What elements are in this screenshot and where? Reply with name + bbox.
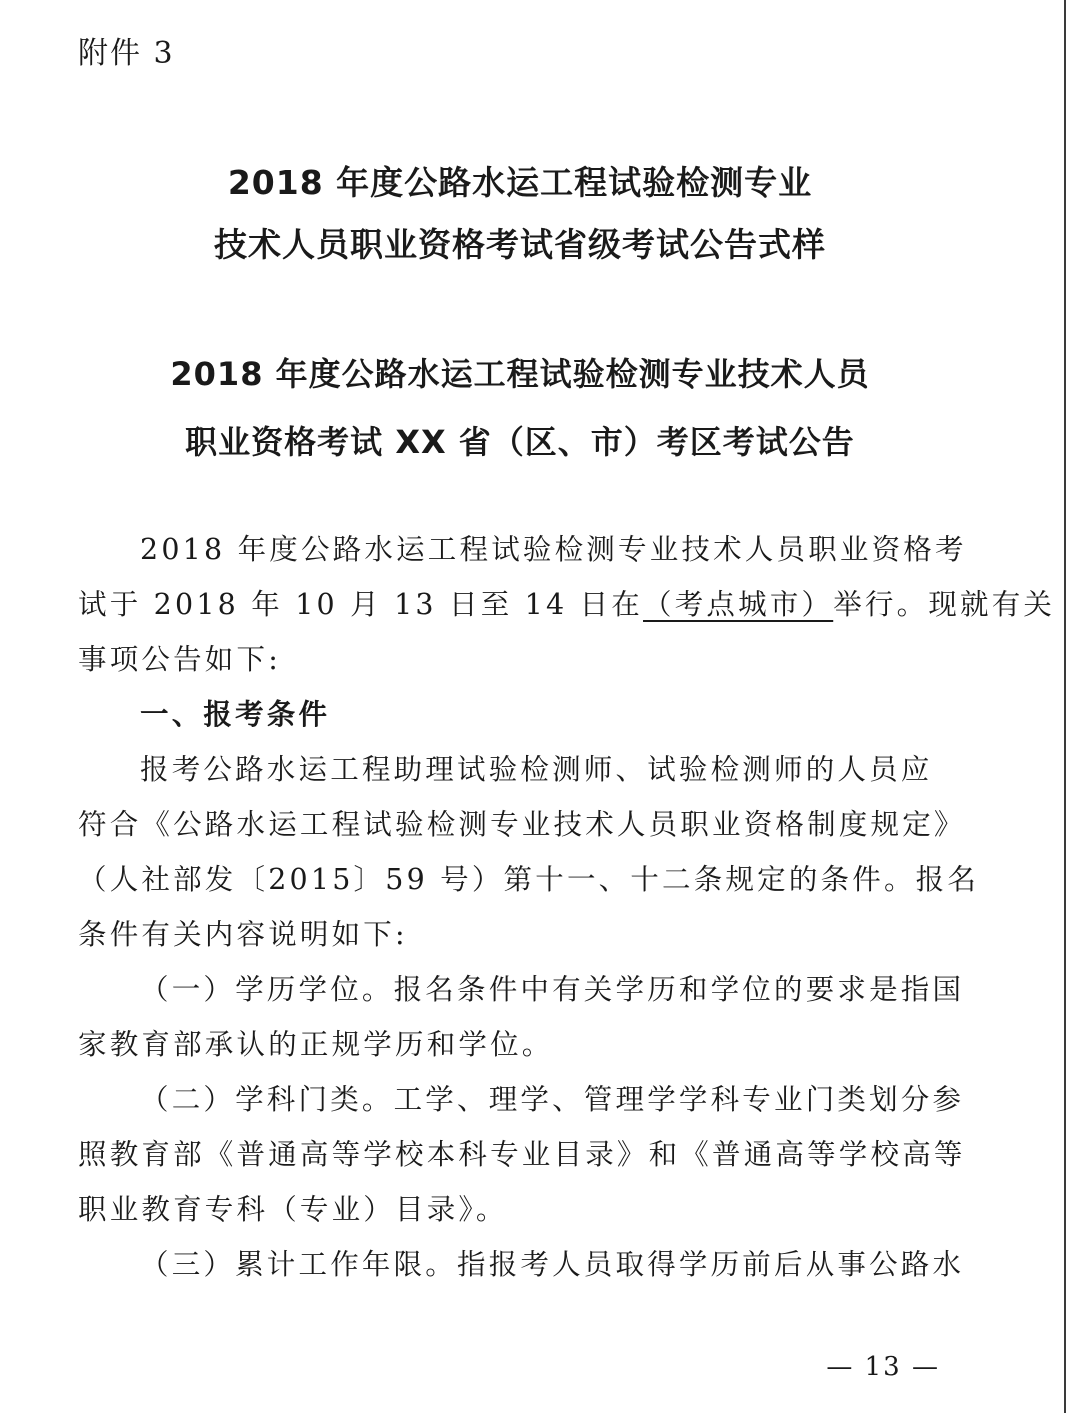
item-work-years-line: （三）累计工作年限。指报考人员取得学历前后从事公路水 [140, 1248, 965, 1281]
item-education-line: 家教育部承认的正规学历和学位。 [78, 1028, 554, 1061]
paragraph-line: 报考公路水运工程助理试验检测师、试验检测师的人员应 [140, 753, 933, 786]
item-discipline-line: （二）学科门类。工学、理学、管理学学科专业门类划分参 [140, 1083, 965, 1116]
page-edge-line [1064, 0, 1066, 1413]
item-education-line: （一）学历学位。报名条件中有关学历和学位的要求是指国 [140, 973, 965, 1006]
notice-title-line-2: 职业资格考试 XX 省（区、市）考区考试公告 [185, 423, 855, 461]
main-title-line-2: 技术人员职业资格考试省级考试公告式样 [214, 225, 826, 264]
intro-line-3: 事项公告如下: [78, 643, 282, 676]
item-discipline-line: 职业教育专科（专业）目录》。 [78, 1193, 508, 1226]
paragraph-line: （人社部发〔2015〕59 号）第十一、十二条规定的条件。报名 [78, 863, 980, 896]
notice-title [0, 340, 1040, 476]
attachment-label: 附件 3 [78, 36, 175, 71]
section-heading-eligibility: 一、报考条件 [140, 698, 331, 731]
intro-line-1: 2018 年度公路水运工程试验检测专业技术人员职业资格考 [140, 533, 967, 566]
exam-city-blank: （考点城市） [643, 588, 834, 621]
page-number: — 13 — [826, 1352, 940, 1382]
intro-line-2-before: 试于 2018 年 10 月 13 日至 14 日在 [78, 588, 644, 621]
paragraph-line: 条件有关内容说明如下: [78, 918, 408, 951]
main-title [0, 152, 1040, 276]
intro-line-2 [78, 577, 1056, 632]
main-title-line-1: 2018 年度公路水运工程试验检测专业 [227, 163, 813, 202]
item-discipline-line: 照教育部《普通高等学校本科专业目录》和《普通高等学校高等 [78, 1138, 966, 1171]
notice-title-line-1: 2018 年度公路水运工程试验检测专业技术人员 [170, 355, 870, 393]
document-body [78, 522, 1056, 1292]
paragraph-line: 符合《公路水运工程试验检测专业技术人员职业资格制度规定》 [78, 808, 966, 841]
intro-line-2-after: 举行。现就有关 [833, 588, 1056, 621]
